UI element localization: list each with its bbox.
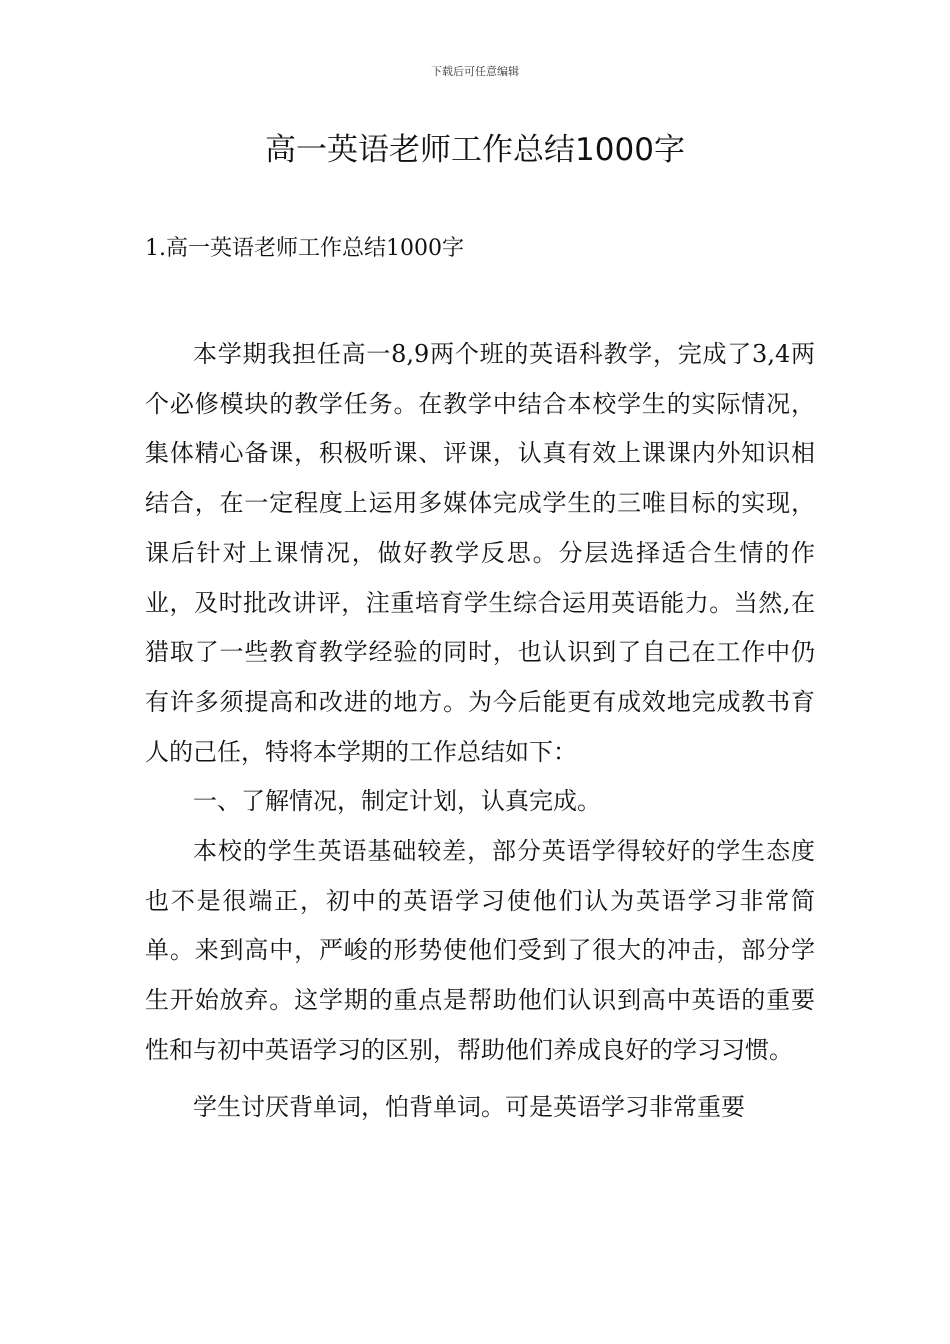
paragraph-intro: 本学期我担任高一8,9两个班的英语科教学，完成了3,4两个必修模块的教学任务。在教学中结合本校学生的实际情况，集体精心备课，积极听课、评课，认真有效上课课内外知识相结合，在一定程度上运用多媒体完成学生的三唯目标的实现，课后针对上课情况，做好教学反思。分层选择适合生情的作业，及时批改讲评，注重培育学生综合运用英语能力。当然,在猎取了一些教育教学经验的同时，也认识到了自己在工作中仍有许多须提高和改进的地方。为今后能更有成效地完成教书育人的己任，特将本学期的工作总结如下： (145, 340, 815, 766)
document-title: 高一英语老师工作总结1000字 (265, 132, 685, 168)
header-note: 下载后可任意编辑 (431, 65, 519, 78)
paragraph-vocabulary: 学生讨厌背单词，怕背单词。可是英语学习非常重要 (193, 1092, 745, 1121)
document-body (145, 330, 815, 1132)
paragraph-heading-one: 一、了解情况，制定计划，认真完成。 (193, 787, 601, 816)
paragraph-students: 本校的学生英语基础较差，部分英语学得较好的学生态度也不是很端正，初中的英语学习使他们认为英语学习非常简单。来到高中，严峻的形势使他们受到了很大的冲击，部分学生开始放弃。这学期的重点是帮助他们认识到高中英语的重要性和与初中英语学习的区别，帮助他们养成良好的学习习惯。 (145, 837, 815, 1064)
section-heading: 1.高一英语老师工作总结1000字 (145, 236, 464, 261)
